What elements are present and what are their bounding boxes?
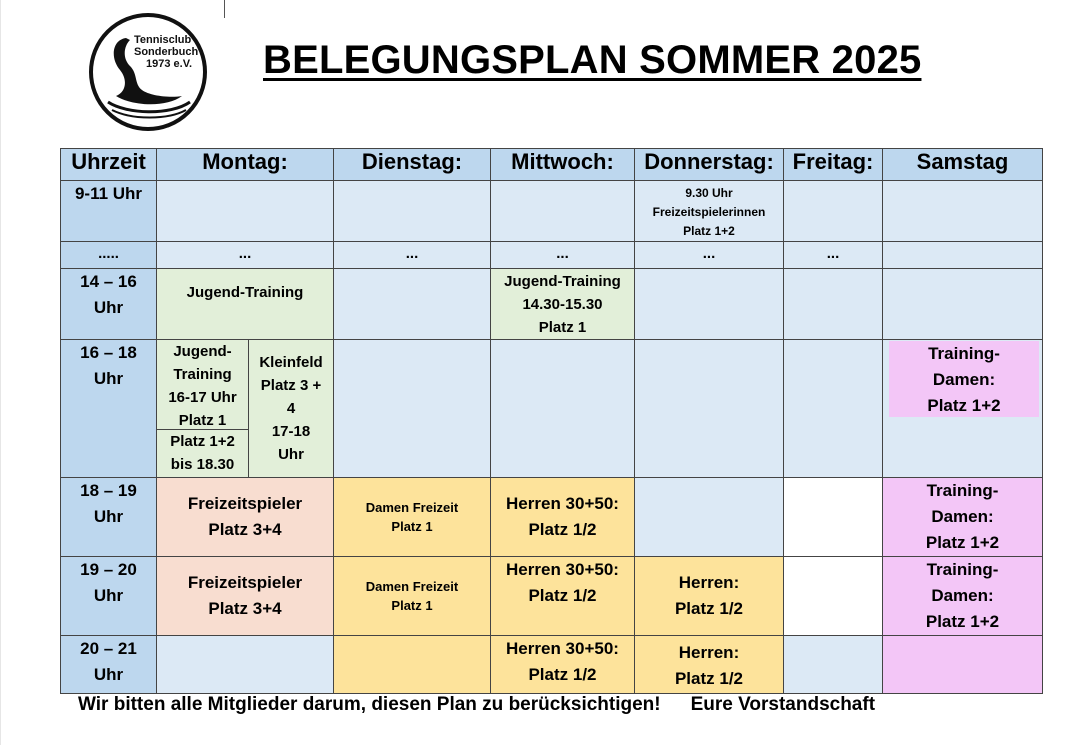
slot-mittwoch bbox=[491, 478, 635, 557]
slot-freitag bbox=[784, 557, 883, 636]
slot-text: Herren 30+50: bbox=[506, 639, 619, 658]
time-cell bbox=[61, 557, 157, 636]
slot-mittwoch bbox=[491, 636, 635, 694]
time-label: Uhr bbox=[93, 298, 124, 317]
slot-donnerstag bbox=[635, 478, 784, 557]
slot-text: Damen: bbox=[931, 507, 994, 526]
slot-donnerstag bbox=[635, 636, 784, 694]
slot-text: Platz 1+2 bbox=[927, 396, 1001, 415]
slot-samstag bbox=[883, 478, 1043, 557]
header-donnerstag: Donnerstag: bbox=[635, 149, 784, 181]
swan-logo-icon bbox=[86, 10, 210, 134]
row-20-21 bbox=[61, 636, 1043, 694]
footer-text: Wir bitten alle Mitglieder darum, diesen Plan zu berücksichtigen! bbox=[78, 694, 661, 715]
slot-text: Herren 30+50: bbox=[506, 560, 619, 579]
page-edge bbox=[0, 0, 1, 745]
slot-montag-kleinfeld bbox=[249, 340, 334, 478]
slot-text: Platz 3+4 bbox=[208, 520, 282, 539]
header-dienstag: Dienstag: bbox=[334, 149, 491, 181]
slot-text: Damen Freizeit bbox=[365, 579, 459, 594]
slot-text: Training- bbox=[928, 344, 1000, 363]
slot-freitag bbox=[784, 340, 883, 478]
slot-text: Platz 1+2 bbox=[683, 224, 735, 238]
slot-text: Jugend- bbox=[173, 343, 232, 360]
logo-line2: Sonderbuch bbox=[134, 46, 199, 58]
slot-mittwoch bbox=[491, 269, 635, 340]
slot-samstag bbox=[883, 269, 1043, 340]
samstag-training-block bbox=[889, 341, 1039, 417]
slot-freitag bbox=[784, 269, 883, 340]
schedule-table bbox=[60, 148, 1043, 694]
header-freitag: Freitag: bbox=[784, 149, 883, 181]
slot-text: Training- bbox=[926, 481, 999, 500]
club-logo bbox=[86, 10, 210, 134]
time-label: 14 – 16 bbox=[80, 272, 137, 291]
slot-text: 14.30-15.30 bbox=[522, 296, 603, 313]
slot-text: Platz 1/2 bbox=[528, 520, 597, 539]
time-cell bbox=[61, 340, 157, 478]
slot-text: Platz 1/2 bbox=[528, 586, 597, 605]
slot-donnerstag bbox=[635, 181, 784, 242]
slot-text: 16-17 Uhr bbox=[168, 389, 237, 406]
time-cell: ..... bbox=[61, 242, 157, 269]
slot-text: Platz 3 + bbox=[260, 377, 322, 394]
slot-montag-bottom bbox=[157, 430, 248, 476]
slot-text: Freizeitspielerinnen bbox=[652, 205, 766, 219]
slot-freitag: ... bbox=[784, 242, 883, 269]
slot-dienstag bbox=[334, 181, 491, 242]
slot-text: Platz 1 bbox=[178, 412, 227, 429]
slot-montag: ... bbox=[157, 242, 334, 269]
slot-montag-top bbox=[157, 340, 248, 430]
slot-text: Training bbox=[173, 366, 232, 383]
row-9-11 bbox=[61, 181, 1043, 242]
slot-text: Platz 1 bbox=[391, 598, 433, 613]
slot-freitag bbox=[784, 636, 883, 694]
time-cell bbox=[61, 269, 157, 340]
footer-note bbox=[78, 694, 875, 716]
row-ellipsis bbox=[61, 242, 1043, 269]
slot-montag bbox=[157, 478, 334, 557]
slot-dienstag bbox=[334, 269, 491, 340]
header-row bbox=[61, 149, 1043, 181]
slot-text: Jugend-Training bbox=[504, 273, 621, 290]
slot-text: 9.30 Uhr bbox=[685, 186, 733, 200]
header-montag: Montag: bbox=[157, 149, 334, 181]
header-uhrzeit: Uhrzeit bbox=[61, 149, 157, 181]
time-label: 18 – 19 bbox=[80, 481, 137, 500]
slot-samstag bbox=[883, 340, 1043, 478]
time-label: Uhr bbox=[93, 507, 124, 526]
time-label: Uhr bbox=[93, 586, 124, 605]
slot-donnerstag bbox=[635, 557, 784, 636]
slot-text: Damen Freizeit bbox=[365, 500, 459, 515]
slot-freitag bbox=[784, 478, 883, 557]
slot-text: Platz 1 bbox=[538, 319, 587, 336]
slot-freitag bbox=[784, 181, 883, 242]
slot-montag bbox=[157, 636, 334, 694]
slot-dienstag bbox=[334, 340, 491, 478]
slot-text: 17-18 bbox=[271, 423, 311, 440]
slot-dienstag: ... bbox=[334, 242, 491, 269]
slot-text: Platz 1/2 bbox=[674, 599, 744, 618]
footer-signature: Eure Vorstandschaft bbox=[690, 694, 876, 715]
slot-mittwoch bbox=[491, 557, 635, 636]
slot-text: Platz 1 bbox=[391, 519, 433, 534]
header-samstag: Samstag bbox=[883, 149, 1043, 181]
slot-text: Platz 3+4 bbox=[208, 599, 282, 618]
slot-text: Herren: bbox=[678, 643, 740, 662]
slot-mittwoch: ... bbox=[491, 242, 635, 269]
slot-text: Freizeitspieler bbox=[187, 573, 303, 592]
time-label: Uhr bbox=[93, 369, 124, 388]
slot-text: bis 18.30 bbox=[170, 456, 235, 473]
slot-text: Damen: bbox=[932, 370, 996, 389]
slot-text: Herren 30+50: bbox=[506, 494, 619, 513]
time-cell bbox=[61, 478, 157, 557]
slot-text: Kleinfeld bbox=[259, 354, 323, 371]
slot-samstag bbox=[883, 636, 1043, 694]
logo-line1: Tennisclub bbox=[134, 34, 192, 46]
slot-montag-jugend bbox=[157, 340, 249, 478]
time-label: 9-11 Uhr bbox=[74, 184, 143, 203]
slot-montag bbox=[157, 181, 334, 242]
row-16-18 bbox=[61, 340, 1043, 478]
page-title: BELEGUNGSPLAN SOMMER 2025 bbox=[263, 38, 922, 82]
slot-samstag bbox=[883, 557, 1043, 636]
slot-text: Jugend-Training bbox=[186, 284, 304, 301]
slot-text: Platz 1+2 bbox=[925, 612, 1000, 631]
slot-dienstag bbox=[334, 478, 491, 557]
slot-montag bbox=[157, 557, 334, 636]
row-19-20 bbox=[61, 557, 1043, 636]
slot-text: Platz 1+2 bbox=[925, 533, 1000, 552]
slot-samstag bbox=[883, 242, 1043, 269]
slot-text: Uhr bbox=[278, 446, 304, 463]
time-cell bbox=[61, 636, 157, 694]
cursor-line bbox=[224, 0, 225, 18]
slot-donnerstag bbox=[635, 269, 784, 340]
time-label: 19 – 20 bbox=[80, 560, 137, 579]
slot-dienstag bbox=[334, 636, 491, 694]
slot-text: Training- bbox=[926, 560, 999, 579]
header-mittwoch: Mittwoch: bbox=[491, 149, 635, 181]
slot-text: 4 bbox=[286, 400, 296, 417]
slot-text: Platz 1/2 bbox=[528, 665, 597, 684]
slot-text: Herren: bbox=[678, 573, 740, 592]
slot-mittwoch bbox=[491, 340, 635, 478]
logo-line3: 1973 e.V. bbox=[146, 58, 193, 70]
slot-dienstag bbox=[334, 557, 491, 636]
slot-donnerstag: ... bbox=[635, 242, 784, 269]
time-cell bbox=[61, 181, 157, 242]
slot-text: Platz 1+2 bbox=[170, 433, 235, 450]
row-18-19 bbox=[61, 478, 1043, 557]
slot-mittwoch bbox=[491, 181, 635, 242]
slot-text: Damen: bbox=[931, 586, 994, 605]
time-label: 16 – 18 bbox=[80, 343, 137, 362]
slot-text: Freizeitspieler bbox=[187, 494, 303, 513]
row-14-16 bbox=[61, 269, 1043, 340]
time-label: 20 – 21 bbox=[80, 639, 137, 658]
slot-text: Platz 1/2 bbox=[674, 669, 744, 688]
time-label: Uhr bbox=[93, 665, 124, 684]
slot-samstag bbox=[883, 181, 1043, 242]
slot-montag bbox=[157, 269, 334, 340]
slot-donnerstag bbox=[635, 340, 784, 478]
